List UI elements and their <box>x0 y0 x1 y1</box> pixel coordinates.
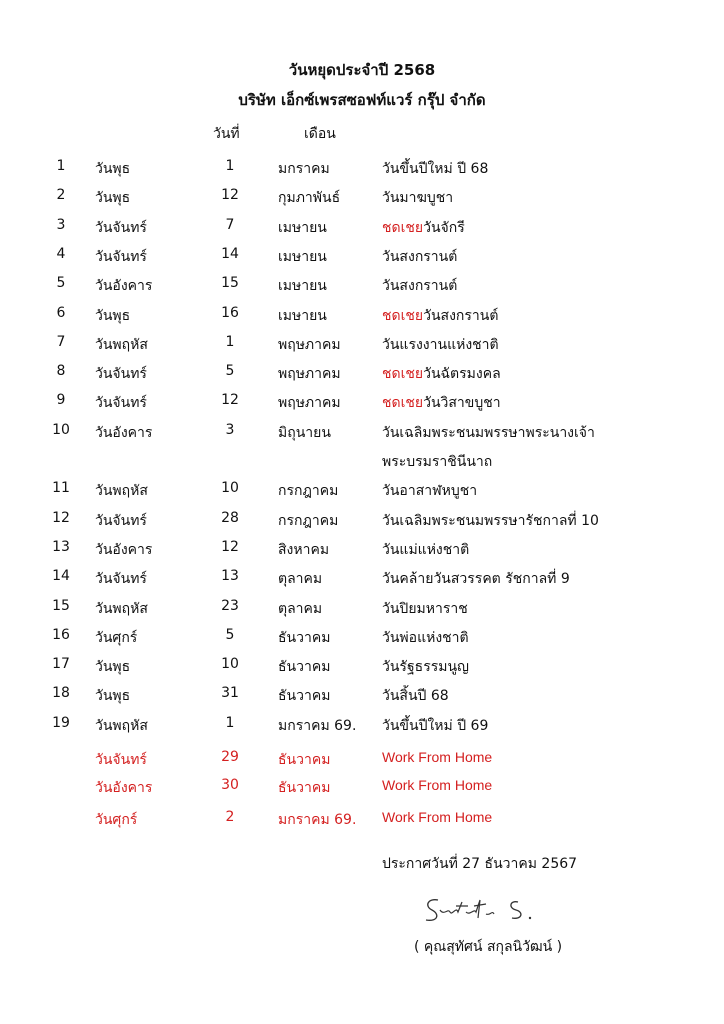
table-row <box>0 363 724 387</box>
date-number: 14 <box>221 245 239 262</box>
holiday-name: วันอาสาฬหบูชา <box>382 483 478 500</box>
weekday: วันจันทร์ <box>95 512 147 529</box>
date-number: 3 <box>225 421 235 438</box>
holiday-name: วันปิยมหาราช <box>382 600 468 617</box>
company-name: บริษัท เอ็กซ์เพรสซอฟท์แวร์ กรุ๊ป จำกัด <box>238 91 486 109</box>
table-row <box>0 656 724 680</box>
table-row <box>0 627 724 651</box>
date-number: 30 <box>221 777 239 793</box>
month: พฤษภาคม <box>278 366 341 383</box>
table-row <box>0 217 724 241</box>
row-number: 19 <box>52 714 70 731</box>
month: มกราคม <box>278 161 330 177</box>
row-number: 5 <box>56 275 66 292</box>
table-row <box>0 246 724 270</box>
announcement-date: ประกาศวันที่ 27 ธันวาคม 2567 <box>382 856 578 872</box>
row-number: 2 <box>56 187 66 204</box>
row-number: 12 <box>52 509 70 526</box>
holiday-name: วันขึ้นปีใหม่ ปี 68 <box>382 161 489 177</box>
holiday-name: วันสงกรานต์ <box>382 278 458 295</box>
table-row <box>0 392 724 416</box>
row-number: 13 <box>52 538 70 555</box>
weekday: วันจันทร์ <box>95 366 147 383</box>
weekday: วันอังคาร <box>95 424 153 441</box>
date-number: 15 <box>221 275 239 292</box>
table-row-continuation <box>0 451 724 475</box>
table-row <box>0 334 724 358</box>
holiday-name: วันสงกรานต์ <box>382 248 458 265</box>
holiday-name: วันคล้ายวันสวรรคต รัชกาลที่ 9 <box>382 571 570 588</box>
weekday: วันพุธ <box>95 659 131 676</box>
weekday: วันศุกร์ <box>95 629 138 646</box>
date-number: 1 <box>225 158 235 174</box>
date-number: 2 <box>225 809 235 825</box>
row-number: 7 <box>56 333 66 350</box>
table-row <box>0 715 724 739</box>
weekday: วันพุธ <box>95 688 131 705</box>
table-row <box>0 422 724 446</box>
wfh-row <box>0 809 724 833</box>
holiday-name: วันมาฆบูชา <box>382 190 454 207</box>
month: กรกฎาคม <box>278 512 339 529</box>
date-number: 29 <box>221 749 239 765</box>
weekday: วันพุธ <box>95 307 131 324</box>
holiday-name-text: วันสงกรานต์ <box>423 307 499 324</box>
holiday-name: วันขึ้นปีใหม่ ปี 69 <box>382 717 489 734</box>
holiday-name-text: วันฉัตรมงคล <box>423 366 501 383</box>
holiday-name-text: วันวิสาขบูชา <box>423 395 501 412</box>
holiday-name-text: วันจักรี <box>423 219 465 236</box>
wfh-label: Work From Home <box>382 809 493 825</box>
weekday: วันจันทร์ <box>95 752 147 768</box>
column-header-month: เดือน <box>304 126 336 142</box>
month: ธันวาคม <box>278 780 331 796</box>
row-number: 4 <box>56 245 66 262</box>
table-row <box>0 568 724 592</box>
holiday-name: วันพ่อแห่งชาติ <box>382 629 469 646</box>
compensation-label: ชดเชย <box>382 307 424 324</box>
date-number: 31 <box>221 685 239 702</box>
month: เมษายน <box>278 248 327 265</box>
holiday-name-line2: พระบรมราชินีนาถ <box>382 454 493 470</box>
row-number: 11 <box>52 480 70 497</box>
month: ธันวาคม <box>278 659 331 676</box>
holiday-name: วันสิ้นปี 68 <box>382 688 449 705</box>
weekday: วันพุธ <box>95 190 131 207</box>
date-number: 1 <box>225 333 235 350</box>
weekday: วันจันทร์ <box>95 248 147 265</box>
table-row <box>0 510 724 534</box>
holiday-name <box>382 392 501 414</box>
month: ตุลาคม <box>278 600 323 617</box>
date-number: 28 <box>221 509 239 526</box>
month: กรกฎาคม <box>278 483 339 500</box>
month: ธันวาคม <box>278 752 331 768</box>
row-number: 10 <box>52 421 70 438</box>
row-number: 1 <box>56 158 66 174</box>
row-number: 9 <box>56 392 66 409</box>
weekday: วันอังคาร <box>95 278 153 295</box>
month: สิงหาคม <box>278 541 330 558</box>
table-row <box>0 158 724 182</box>
holiday-name: วันแม่แห่งชาติ <box>382 541 470 558</box>
table-row <box>0 187 724 211</box>
month: พฤษภาคม <box>278 395 341 412</box>
month: ธันวาคม <box>278 688 331 705</box>
month: เมษายน <box>278 219 327 236</box>
compensation-label: ชดเชย <box>382 366 424 383</box>
table-row <box>0 539 724 563</box>
signer-name: ( คุณสุทัศน์ สกุลนิวัฒน์ ) <box>414 939 563 955</box>
table-row <box>0 480 724 504</box>
date-number: 12 <box>221 187 239 204</box>
row-number: 18 <box>52 685 70 702</box>
row-number: 8 <box>56 363 66 380</box>
holiday-name: วันเฉลิมพระชนมพรรษารัชกาลที่ 10 <box>382 512 599 529</box>
month: พฤษภาคม <box>278 336 341 353</box>
weekday: วันอังคาร <box>95 780 153 796</box>
weekday: วันศุกร์ <box>95 812 138 828</box>
weekday: วันจันทร์ <box>95 395 147 412</box>
weekday: วันจันทร์ <box>95 219 147 236</box>
month: ธันวาคม <box>278 629 331 646</box>
date-number: 12 <box>221 538 239 555</box>
column-header-date: วันที่ <box>213 126 240 142</box>
table-row <box>0 598 724 622</box>
weekday: วันอังคาร <box>95 541 153 558</box>
date-number: 10 <box>221 656 239 673</box>
holiday-name: วันแรงงานแห่งชาติ <box>382 336 499 353</box>
month: มกราคม 69. <box>278 812 357 828</box>
date-number: 1 <box>225 714 235 731</box>
date-number: 10 <box>221 480 239 497</box>
wfh-row <box>0 749 724 773</box>
month: มกราคม 69. <box>278 717 357 734</box>
month: กุมภาพันธ์ <box>278 190 341 207</box>
date-number: 13 <box>221 568 239 585</box>
row-number: 15 <box>52 597 70 614</box>
date-number: 7 <box>225 216 235 233</box>
wfh-label: Work From Home <box>382 749 493 765</box>
weekday: วันพฤหัส <box>95 717 148 734</box>
weekday: วันพุธ <box>95 161 131 177</box>
wfh-row <box>0 777 724 801</box>
weekday: วันพฤหัส <box>95 336 148 353</box>
row-number: 17 <box>52 656 70 673</box>
holiday-name <box>382 217 465 239</box>
weekday: วันพฤหัส <box>95 600 148 617</box>
row-number: 14 <box>52 568 70 585</box>
weekday: วันจันทร์ <box>95 571 147 588</box>
date-number: 5 <box>225 363 235 380</box>
compensation-label: ชดเชย <box>382 395 424 412</box>
holiday-name: วันรัฐธรรมนูญ <box>382 659 469 676</box>
date-number: 5 <box>225 626 235 643</box>
row-number: 16 <box>52 626 70 643</box>
row-number: 3 <box>56 216 66 233</box>
table-row <box>0 685 724 709</box>
weekday: วันพฤหัส <box>95 483 148 500</box>
month: ตุลาคม <box>278 571 323 588</box>
table-row <box>0 275 724 299</box>
compensation-label: ชดเชย <box>382 219 424 236</box>
month: มิถุนายน <box>278 424 331 441</box>
row-number: 6 <box>56 304 66 321</box>
date-number: 16 <box>221 304 239 321</box>
month: เมษายน <box>278 307 327 324</box>
month: เมษายน <box>278 278 327 295</box>
wfh-label: Work From Home <box>382 777 493 793</box>
table-row <box>0 305 724 329</box>
holiday-name: วันเฉลิมพระชนมพรรษาพระนางเจ้า <box>382 424 595 441</box>
holiday-name <box>382 363 501 385</box>
signature-image <box>420 888 550 928</box>
page-title: วันหยุดประจำปี 2568 <box>288 61 436 79</box>
holiday-name <box>382 305 498 327</box>
date-number: 12 <box>221 392 239 409</box>
date-number: 23 <box>221 597 239 614</box>
